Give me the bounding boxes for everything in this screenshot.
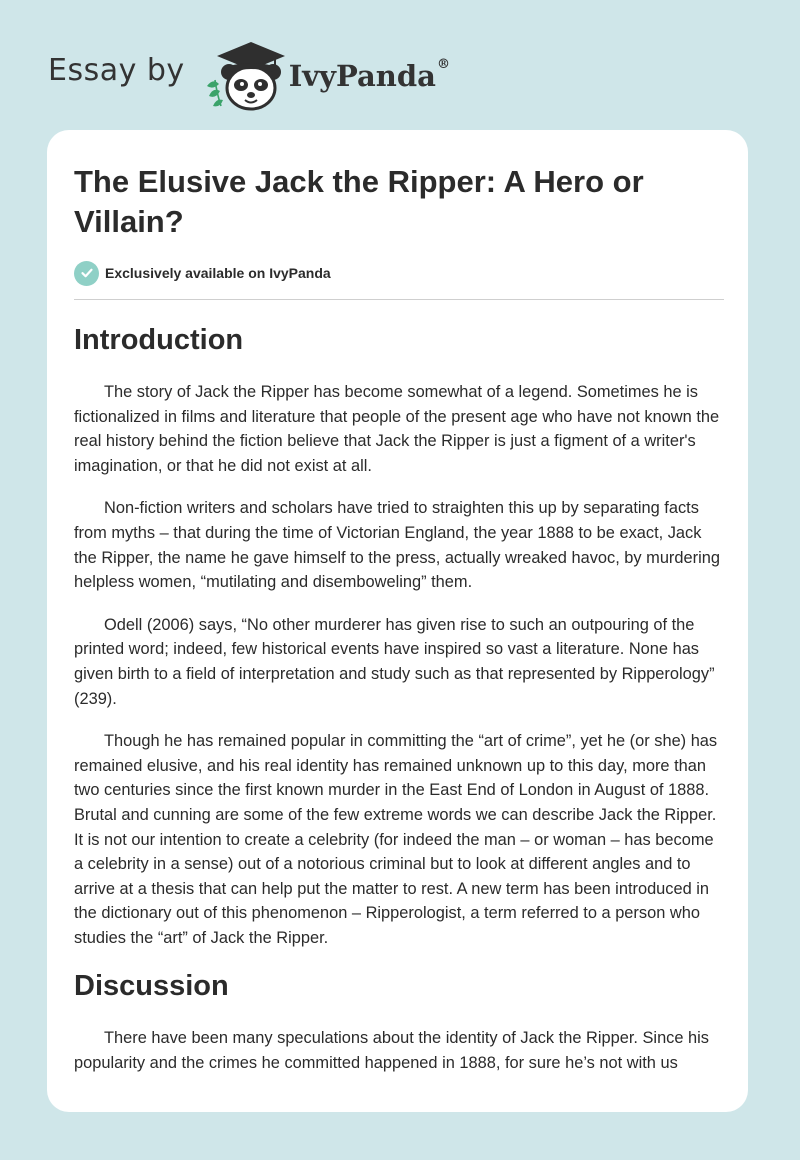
essay-content [74,162,724,1076]
section-heading-introduction: Introduction [74,324,244,356]
site-header [48,34,450,114]
essay-card [47,130,748,1112]
checkmark-icon [74,261,99,286]
badge-label: Exclusively available on IvyPanda [105,265,331,281]
essay-by-label: Essay by [48,52,185,88]
panda-graduation-cap-icon [201,36,285,112]
registered-mark: ® [436,57,450,72]
essay-title: The Elusive Jack the Ripper: A Hero or Villain? [74,164,644,239]
paragraph: Odell (2006) says, “No other murderer has given rise to such an outpouring of the printed word; indeed, few historical events have inspired so vast a literature. None has given birth to a field of interpretation and study such as that represented by Ripperology” (239). [74,615,715,708]
brand-name: IvyPanda® [288,57,450,93]
title-divider [74,299,724,300]
paragraph: Non-fiction writers and scholars have tried to straighten this up by separating facts from myths – that during the time of Victorian England, the year 1888 to be exact, Jack the Ripper, the name he gave himself to the press, actually wreaked havoc, by murdering helpless women, “mutilating and disemboweling” them. [74,499,720,592]
paragraph: Though he has remained popular in committing the “art of crime”, yet he (or she) has remained elusive, and his real identity has remained unknown up to this day, more than two centuries since the first known murder in the East End of London in August of 1888. Brutal and cunning are some of the few extreme words we can describe Jack the Ripper. It is not our intention to create a celebrity (for indeed the man – or woman – has become a celebrity in a sense) out of a notorious criminal but to look at different angles and to arrive at a thesis that can help put the matter to rest. A new term has been introduced in the dictionary out of this phenomenon – Ripperologist, a term referred to a person who studies the “art” of Jack the Ripper. [74,732,718,947]
paragraph: There have been many speculations about the identity of Jack the Ripper. Since his popularity and the crimes he committed happened in 1888, for sure he’s not with us [74,1029,709,1073]
section-heading-discussion: Discussion [74,970,229,1003]
exclusive-badge [74,260,724,286]
paragraph: The story of Jack the Ripper has become somewhat of a legend. Sometimes he is fictionalized in films and literature that people of the present age who have not known the real history behind the fiction believe that Jack the Ripper is just a figment of a writer's imagination, or that he did not exist at all. [74,383,720,475]
ivypanda-logo[interactable] [201,36,450,112]
